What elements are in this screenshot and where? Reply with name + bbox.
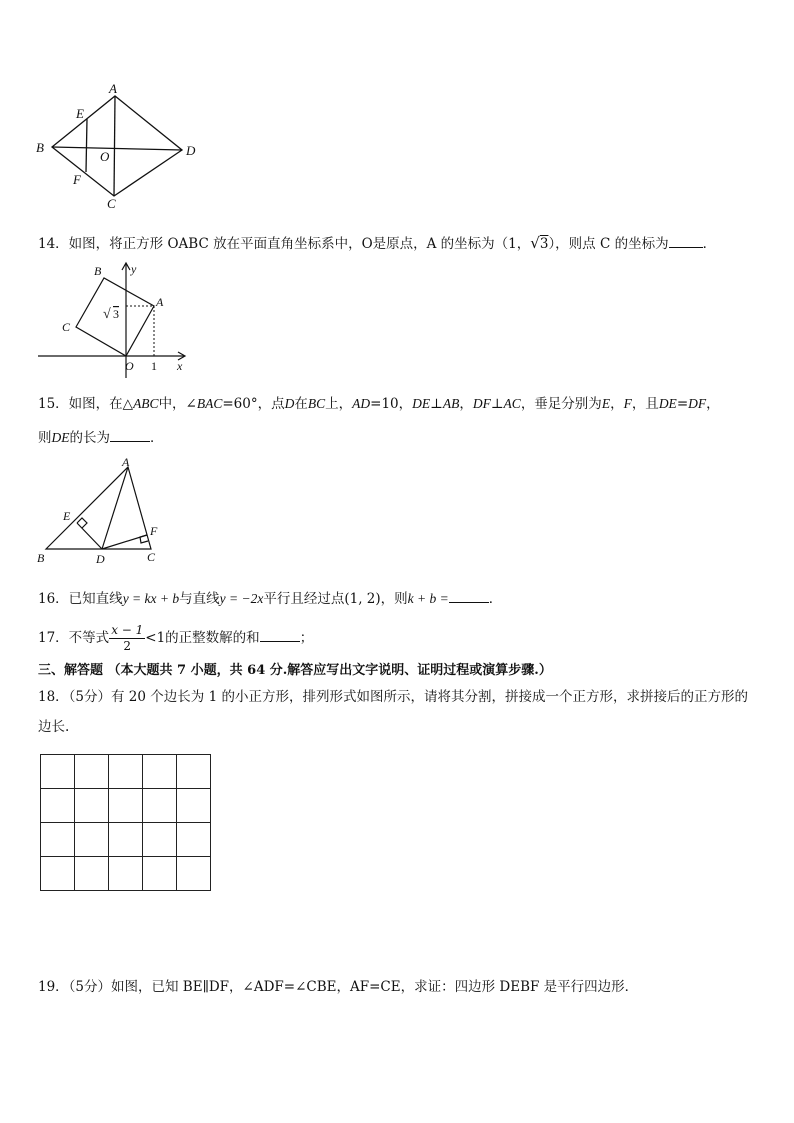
- question-19: 19．（5分）如图，已知 BE∥DF，∠ADF=∠CBE，AF=CE，求证：四边形 DEBF 是平行四边形．: [38, 979, 639, 995]
- label-e: E: [76, 106, 84, 121]
- fraction: $\frac{x - 1}{2}$: [111, 623, 144, 653]
- grid-cell: [177, 789, 211, 823]
- question-18-line-1: 18．（5分）有 20 个边长为 1 的小正方形，排列形式如图所示，请将其分割，拼接成一个正方形，求拼接后的正方形的: [38, 689, 748, 705]
- diagonal-ac: [114, 96, 115, 196]
- answer-blank-17[interactable]: [260, 627, 300, 642]
- grid-cell: [75, 823, 109, 857]
- sqrt-symbol: √: [530, 234, 540, 252]
- question-14: 14．如图，将正方形 OABC 放在平面直角坐标系中，O是原点，A 的坐标为（1，√3），则点 C 的坐标为 ．: [38, 234, 717, 252]
- label-sqrt3: 3: [113, 307, 119, 321]
- label-c: C: [147, 550, 156, 564]
- label-f: F: [73, 172, 81, 187]
- grid-cell: [177, 755, 211, 789]
- question-18-line-2: 边长.: [38, 719, 70, 735]
- sqrt-symbol: √: [103, 307, 111, 322]
- answer-blank-15[interactable]: [110, 427, 150, 442]
- question-16: 16．已知直线y = kx + b与直线y = −2x平行且经过点(1, 2)，则k + b = ．: [38, 588, 502, 608]
- label-c: C: [62, 320, 71, 334]
- question-15-line-2: 则DE的长为 ．: [38, 427, 164, 447]
- label-a: A: [156, 295, 164, 309]
- grid-cell: [109, 755, 143, 789]
- figure-square-coordinates: [36, 260, 196, 380]
- grid-row: [41, 789, 211, 823]
- right-angle-e: [77, 518, 87, 528]
- label-y: y: [131, 262, 137, 276]
- section-heading-3: 三、解答题 （本大题共 7 小题，共 64 分.解答应写出文字说明、证明过程或演算步骤.）: [38, 663, 552, 678]
- square-grid: [40, 754, 211, 891]
- grid-cell: [143, 823, 177, 857]
- segment-de: [77, 523, 102, 549]
- label-1: 1: [151, 359, 157, 373]
- label-a: A: [122, 455, 130, 469]
- label-b: B: [36, 140, 44, 155]
- label-c: C: [107, 196, 116, 210]
- question-15-line-1: 15．如图，在△ABC中，∠BAC=60°，点D在BC上，AD=10，DE⊥AB，DF⊥AC，垂足分别为E，F，且DE=DF，: [38, 396, 720, 412]
- figure-triangle-abc: [34, 455, 174, 565]
- grid-cell: [75, 789, 109, 823]
- label-f: F: [150, 524, 158, 538]
- label-a: A: [109, 81, 117, 96]
- rhombus-outline: [52, 96, 182, 196]
- label-b: B: [94, 264, 102, 278]
- grid-row: [41, 755, 211, 789]
- grid-cell: [109, 789, 143, 823]
- segment-ef: [86, 119, 87, 172]
- grid-cell: [177, 823, 211, 857]
- figure-rhombus: [30, 80, 210, 210]
- grid-cell: [75, 755, 109, 789]
- grid-cell: [75, 857, 109, 891]
- triangle-abc: [46, 467, 151, 549]
- answer-blank-16[interactable]: [449, 588, 489, 603]
- label-o: O: [125, 359, 134, 373]
- label-e: E: [63, 509, 71, 523]
- grid-cell: [41, 755, 75, 789]
- question-17: 17．不等式 $\frac{x - 1}{2}$ <1的正整数解的和 ；: [38, 623, 314, 653]
- grid-cell: [41, 789, 75, 823]
- grid-cell: [143, 857, 177, 891]
- grid-cell: [109, 823, 143, 857]
- label-d: D: [186, 143, 196, 158]
- grid-cell: [143, 789, 177, 823]
- label-b: B: [37, 551, 45, 565]
- grid-cell: [41, 823, 75, 857]
- grid-cell: [177, 857, 211, 891]
- answer-blank-14[interactable]: [669, 233, 703, 248]
- label-o: O: [100, 149, 110, 164]
- grid-cell: [143, 755, 177, 789]
- grid-row: [41, 823, 211, 857]
- grid-row: [41, 857, 211, 891]
- label-x: x: [177, 359, 183, 373]
- grid-cell: [109, 857, 143, 891]
- grid-cell: [41, 857, 75, 891]
- label-d: D: [96, 552, 105, 565]
- diagonal-bd: [52, 147, 182, 150]
